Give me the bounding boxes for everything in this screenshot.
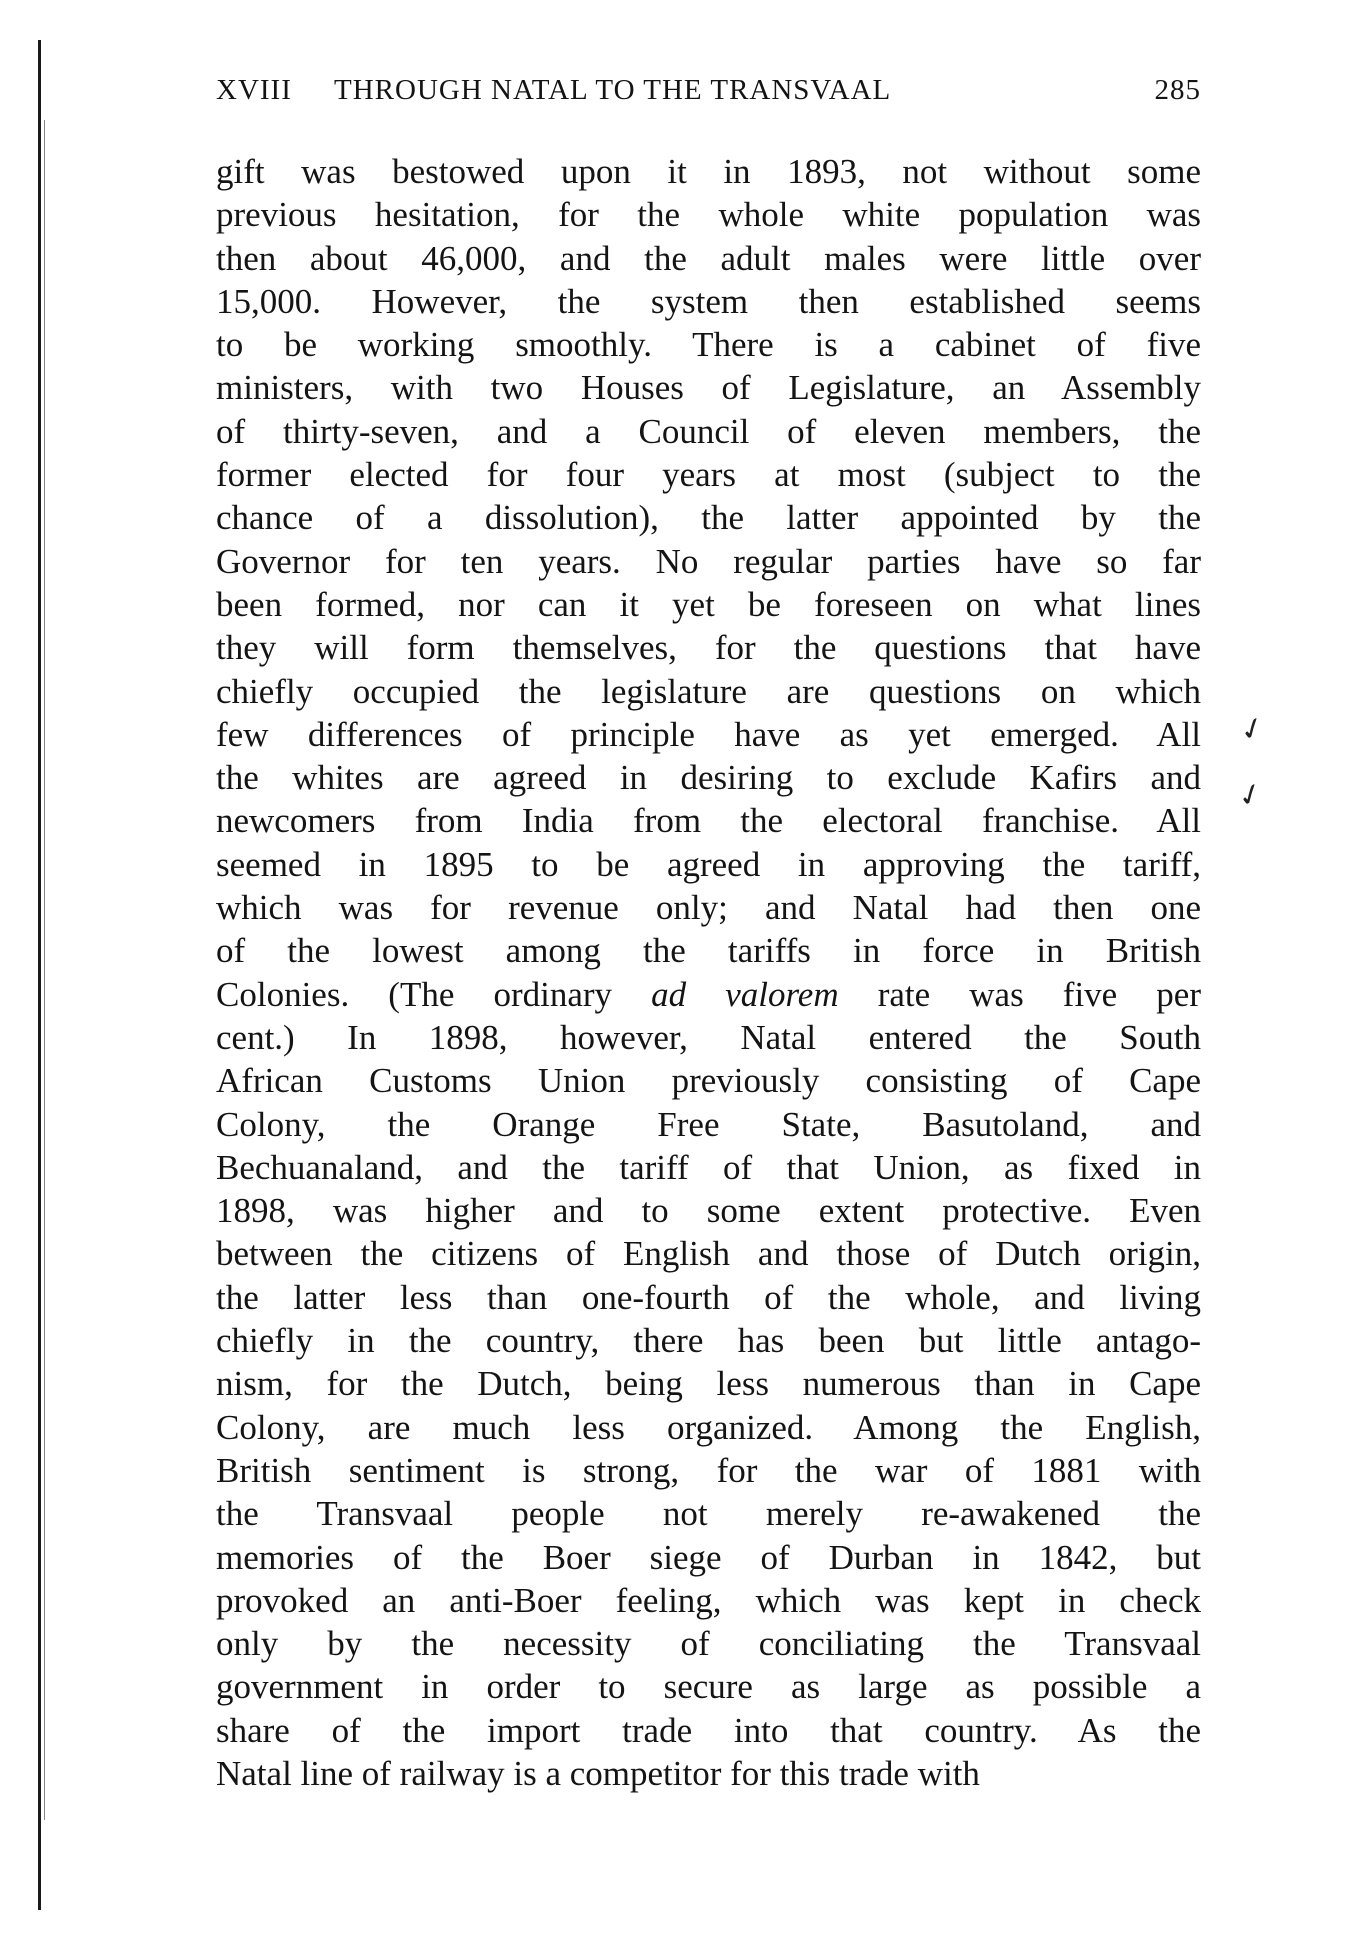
text-line: share of the import trade into that country. As the [216, 1710, 1201, 1750]
text-line: chiefly occupied the legislature are questions on which [216, 671, 1201, 711]
text-line: nism, for the Dutch, being less numerous than in Cape [216, 1364, 1201, 1404]
binding-edge-shadow [44, 120, 45, 1820]
text-line: Bechuanaland, and the tariff of that Union, as fixed in [216, 1147, 1201, 1187]
text-line: of the lowest among the tariffs in force in British [216, 931, 1201, 971]
text-line: then about 46,000, and the adult males were little over [216, 238, 1201, 278]
text-line: memories of the Boer siege of Durban in 1842, but [216, 1537, 1201, 1577]
page-number: 285 [1154, 74, 1201, 106]
text-line: gift was bestowed upon it in 1893, not without some [216, 152, 1201, 191]
text-line: cent.) In 1898, however, Natal entered the South [216, 1017, 1201, 1057]
text-line: of thirty-seven, and a Council of eleven members, the [216, 411, 1201, 451]
running-title: THROUGH NATAL TO THE TRANSVAAL [334, 74, 892, 106]
handwritten-check-mark-icon: ✓ [1232, 774, 1269, 817]
text-line: chiefly in the country, there has been but little antago- [216, 1321, 1201, 1361]
text-line: to be working smoothly. There is a cabinet of five [216, 325, 1201, 365]
text-line: Natal line of railway is a competitor for this trade with [216, 1753, 980, 1793]
text-fragment: rate was five per [838, 974, 1201, 1014]
text-line: the Transvaal people not merely re-awakened the [216, 1494, 1201, 1534]
text-line: which was for revenue only; and Natal had then one [216, 888, 1201, 928]
text-line: former elected for four years at most (subject to the [216, 455, 1201, 495]
text-line: Colony, the Orange Free State, Basutoland, and [216, 1104, 1201, 1144]
text-line: seemed in 1895 to be agreed in approving the tariff, [216, 844, 1201, 884]
text-fragment: Colonies. (The ordinary [216, 974, 652, 1014]
text-line: the latter less than one-fourth of the whole, and living [216, 1277, 1201, 1317]
text-line: government in order to secure as large as possible a [216, 1667, 1201, 1707]
page-header [216, 74, 1201, 114]
chapter-number: XVIII [216, 74, 292, 106]
binding-edge-line [38, 40, 41, 1910]
text-line: the whites are agreed in desiring to exclude Kafirs and [216, 758, 1201, 798]
text-line: British sentiment is strong, for the war of 1881 with [216, 1450, 1201, 1490]
text-line: they will form themselves, for the questions that have [216, 628, 1201, 668]
text-line: Governor for ten years. No regular parties have so far [216, 541, 1201, 581]
text-line: chance of a dissolution), the latter appointed by the [216, 498, 1201, 538]
text-line: previous hesitation, for the whole white population was [216, 195, 1201, 235]
text-line: ministers, with two Houses of Legislature, an Assembly [216, 368, 1201, 408]
text-line: Colony, are much less organized. Among the English, [216, 1407, 1201, 1447]
text-line: 1898, was higher and to some extent protective. Even [216, 1191, 1201, 1231]
text-line: been formed, nor can it yet be foreseen on what lines [216, 584, 1201, 624]
italic-phrase: ad valorem [651, 974, 839, 1014]
handwritten-check-mark-icon: ✓ [1234, 708, 1271, 751]
text-line: only by the necessity of conciliating the Transvaal [216, 1624, 1201, 1664]
text-line: few differences of principle have as yet emerged. All [216, 714, 1201, 754]
body-text [216, 150, 1201, 1795]
text-line: provoked an anti-Boer feeling, which was kept in check [216, 1580, 1201, 1620]
text-line: African Customs Union previously consisting of Cape [216, 1061, 1201, 1101]
text-line: between the citizens of English and those of Dutch origin, [216, 1234, 1201, 1274]
text-line-with-italic [216, 973, 1201, 1016]
text-line: 15,000. However, the system then established seems [216, 281, 1201, 321]
text-line: newcomers from India from the electoral franchise. All [216, 801, 1201, 841]
